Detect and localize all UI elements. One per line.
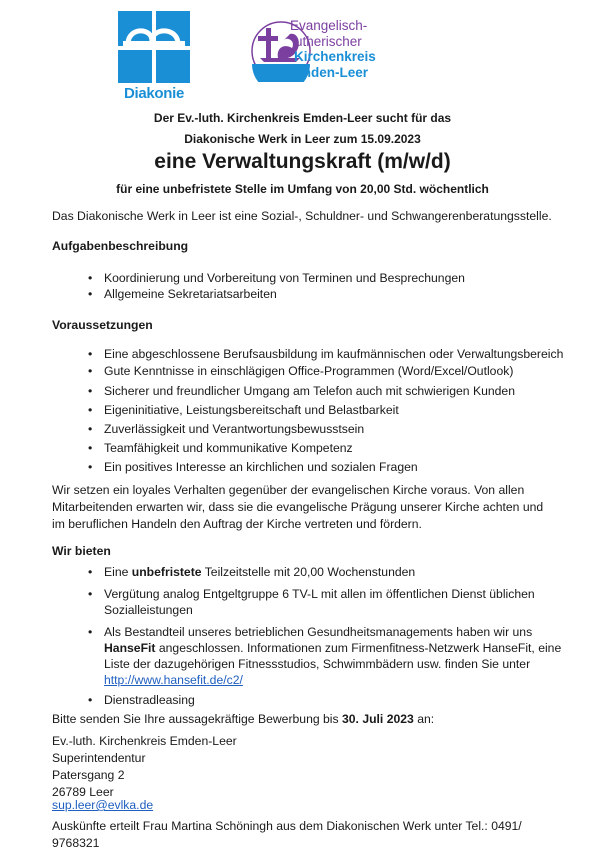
requirements-list	[52, 346, 572, 478]
kirchenkreis-logo	[250, 18, 410, 84]
list-item: • Eine abgeschlossene Berufsausbildung im kaufmännischen oder Verwaltungsbereich	[88, 347, 564, 361]
organization-description: Das Diakonische Werk in Leer ist eine Sozial-, Schuldner- und Schwangerenberatungsstelle.	[52, 209, 552, 223]
contact-info: Auskünfte erteilt Frau Martina Schöningh aus dem Diakonischen Werk unter Tel.: 0491/ 9768321	[52, 819, 522, 850]
deadline: 30. Juli 2023	[341, 712, 414, 726]
list-item: • Sicherer und freundlicher Umgang am Telefon auch mit schwierigen Kunden	[88, 384, 515, 398]
logo-line-1: Evangelisch-	[290, 18, 368, 33]
bullet-icon: •	[88, 384, 93, 398]
kirchenkreis-logo-text	[290, 18, 376, 80]
email-link[interactable]: sup.leer@evlka.de	[52, 798, 154, 812]
job-subtitle: für eine unbefristete Stelle im Umfang von 20,00 Std. wöchentlich	[116, 182, 489, 196]
list-item: • Allgemeine Sekretariatsarbeiten	[88, 287, 277, 301]
bullet-icon: •	[88, 693, 93, 707]
logo-line-4: Emden-Leer	[290, 64, 369, 80]
hansefit-link[interactable]: http://www.hansefit.de/c2/	[104, 673, 243, 687]
list-item: • Koordinierung und Vorbereitung von Terminen und Besprechungen	[88, 271, 465, 285]
email-line	[52, 797, 572, 814]
list-item: • Dienstradleasing	[88, 693, 195, 707]
bullet-icon: •	[88, 271, 93, 285]
bullet-icon: •	[88, 460, 93, 474]
address-block: Ev.-luth. Kirchenkreis Emden-Leer Superintendentur Patersgang 2 26789 Leer	[52, 734, 237, 799]
bullet-icon: •	[88, 364, 93, 378]
tasks-heading: Aufgabenbeschreibung	[52, 239, 189, 253]
list-item: • Eine unbefristete Teilzeitstelle mit 20,00 Wochenstunden	[88, 565, 416, 579]
bullet-icon: •	[88, 587, 93, 601]
list-item: • Eigeninitiative, Leistungsbereitschaft und Belastbarkeit	[88, 403, 399, 417]
offer-list	[52, 564, 572, 708]
logo-line-3: Kirchenkreis	[294, 49, 376, 64]
intro-line-1: Der Ev.-luth. Kirchenkreis Emden-Leer sucht für das	[153, 111, 452, 125]
diakonie-logo-text: Diakonie	[123, 85, 185, 102]
values-paragraph: Wir setzen ein loyales Verhalten gegenüber der evangelischen Kirche voraus. Von allen Mitarbeitenden erwarten wir, dass sie die evangelische Prägung unserer Kirche achten und im beruflichen Handeln den Auftrag der Kirche vertreten und fördern.	[52, 483, 544, 531]
bullet-icon: •	[88, 422, 93, 436]
list-item: • Ein positives Interesse an kirchlichen und sozialen Fragen	[88, 460, 418, 474]
job-title: eine Verwaltungskraft (m/w/d)	[154, 150, 451, 173]
offer-heading: Wir bieten	[52, 544, 111, 558]
bullet-icon: •	[88, 287, 93, 301]
intro-line-2: Diakonische Werk in Leer zum 15.09.2023	[184, 132, 421, 146]
bullet-icon: •	[88, 403, 93, 417]
list-item: • Gute Kenntnisse in einschlägigen Office-Programmen (Word/Excel/Outlook)	[88, 364, 514, 378]
diakonie-logo	[118, 11, 190, 103]
bullet-icon: •	[88, 625, 93, 639]
list-item: • Vergütung analog Entgeltgruppe 6 TV-L mit allen im öffentlichen Dienst üblichen Sozialleistungen	[88, 587, 535, 617]
list-item: • Als Bestandteil unseres betrieblichen Gesundheitsmanagements haben wir uns HanseFit angeschlossen. Informationen zum Firmenfitness-Netzwerk HanseFit, eine Liste der dazugehörigen Fitnessstudios, Schwimmbädern usw. finden Sie unter http://www.hansefit.de/c2/	[88, 625, 562, 687]
application-instruction: Bitte senden Sie Ihre aussagekräftige Bewerbung bis 30. Juli 2023 an:	[52, 712, 435, 726]
logo-line-2: lutherischer	[292, 33, 362, 49]
bullet-icon: •	[88, 441, 93, 455]
bullet-icon: •	[88, 347, 93, 361]
list-item: • Teamfähigkeit und kommunikative Kompetenz	[88, 441, 353, 455]
bullet-icon: •	[88, 565, 93, 579]
list-item: • Zuverlässigkeit und Verantwortungsbewusstsein	[88, 422, 365, 436]
tasks-list	[52, 270, 572, 302]
requirements-heading: Voraussetzungen	[52, 318, 153, 332]
